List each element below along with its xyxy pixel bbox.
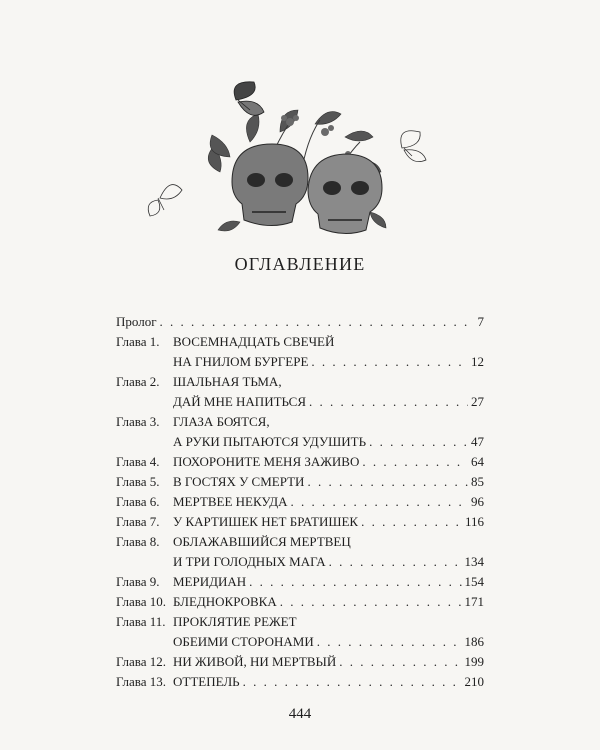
chapter-title: ДАЙ МНЕ НАПИТЬСЯ [173, 394, 307, 409]
toc-entry [116, 532, 484, 552]
chapter-title: В ГОСТЯХ У СМЕРТИ [173, 474, 305, 489]
toc-entry [116, 432, 484, 452]
chapter-label: Глава 3. [116, 414, 160, 429]
page-ref: 210 [464, 674, 484, 689]
toc-entry [116, 412, 484, 432]
toc-entry [116, 632, 484, 652]
chapter-label: Глава 4. [116, 454, 160, 469]
toc-title: ОГЛАВЛЕНИЕ [234, 254, 366, 274]
chapter-title: ОБЛАЖАВШИЙСЯ МЕРТВЕЦ [173, 534, 351, 549]
chapter-label: Глава 5. [116, 474, 160, 489]
chapter-label: Глава 11. [116, 614, 166, 629]
chapter-title: И ТРИ ГОЛОДНЫХ МАГА [173, 554, 326, 569]
toc-entry [116, 392, 484, 412]
chapter-label: Глава 10. [116, 594, 167, 609]
toc-entry [116, 592, 484, 612]
chapter-label: Глава 8. [116, 534, 160, 549]
page-ref: 47 [471, 434, 484, 449]
page-ref: 154 [464, 574, 484, 589]
page-ref: 85 [471, 474, 484, 489]
toc-entry [116, 652, 484, 672]
page-ref: 199 [464, 654, 484, 669]
toc-entry [116, 612, 484, 632]
toc-entry [116, 372, 484, 392]
chapter-title: Пролог [116, 314, 157, 329]
chapter-title: ОТТЕПЕЛЬ [173, 674, 240, 689]
chapter-label: Глава 7. [116, 514, 160, 529]
page-number: 444 [288, 706, 312, 722]
chapter-title: ПРОКЛЯТИЕ РЕЖЕТ [173, 614, 297, 629]
page-ref: 7 [477, 314, 484, 329]
toc-entry [116, 312, 484, 332]
chapter-title: ВОСЕМНАДЦАТЬ СВЕЧЕЙ [173, 334, 335, 349]
toc-entry [116, 472, 484, 492]
page-ref: 134 [464, 554, 484, 569]
page-ref: 171 [464, 594, 484, 609]
toc-entry [116, 512, 484, 532]
leader-dots [329, 552, 462, 572]
leader-dots [160, 312, 475, 332]
leader-dots [311, 352, 468, 372]
leader-dots [249, 572, 461, 592]
toc-entry [116, 452, 484, 472]
page-ref: 27 [471, 394, 484, 409]
leader-dots [339, 652, 461, 672]
chapter-label: Глава 1. [116, 334, 160, 349]
chapter-title: НА ГНИЛОМ БУРГЕРЕ [173, 354, 309, 369]
page-ref: 186 [464, 634, 484, 649]
leader-dots [361, 512, 462, 532]
chapter-label: Глава 6. [116, 494, 160, 509]
chapter-label: Глава 9. [116, 574, 160, 589]
toc-entry [116, 572, 484, 592]
skulls-butterflies-illustration [140, 62, 460, 242]
leader-dots [369, 432, 468, 452]
page-ref: 12 [471, 354, 484, 369]
leader-dots [291, 492, 468, 512]
page-ref: 96 [471, 494, 484, 509]
chapter-label: Глава 12. [116, 654, 167, 669]
chapter-title: БЛЕДНОКРОВКА [173, 594, 277, 609]
chapter-title: ГЛАЗА БОЯТСЯ, [173, 414, 270, 429]
chapter-label: Глава 13. [116, 674, 167, 689]
toc-entry [116, 352, 484, 372]
leader-dots [243, 672, 462, 692]
chapter-title: ШАЛЬНАЯ ТЬМА, [173, 374, 282, 389]
chapter-title: МЕРИДИАН [173, 574, 247, 589]
toc-entry [116, 672, 484, 692]
leader-dots [307, 472, 468, 492]
toc-entry [116, 332, 484, 352]
toc-entry [116, 552, 484, 572]
chapter-title: ПОХОРОНИТЕ МЕНЯ ЗАЖИВО [173, 454, 360, 469]
chapter-title: НИ ЖИВОЙ, НИ МЕРТВЫЙ [173, 654, 337, 669]
leader-dots [280, 592, 462, 612]
chapter-title: У КАРТИШЕК НЕТ БРАТИШЕК [173, 514, 359, 529]
chapter-title: А РУКИ ПЫТАЮТСЯ УДУШИТЬ [173, 434, 367, 449]
table-of-contents [116, 312, 484, 692]
page-ref: 64 [471, 454, 484, 469]
page-ref: 116 [464, 514, 484, 529]
chapter-label: Глава 2. [116, 374, 160, 389]
leader-dots [309, 392, 468, 412]
chapter-title: МЕРТВЕЕ НЕКУДА [173, 494, 288, 509]
toc-entry [116, 492, 484, 512]
leader-dots [317, 632, 462, 652]
chapter-title: ОБЕИМИ СТОРОНАМИ [173, 634, 314, 649]
leader-dots [362, 452, 468, 472]
